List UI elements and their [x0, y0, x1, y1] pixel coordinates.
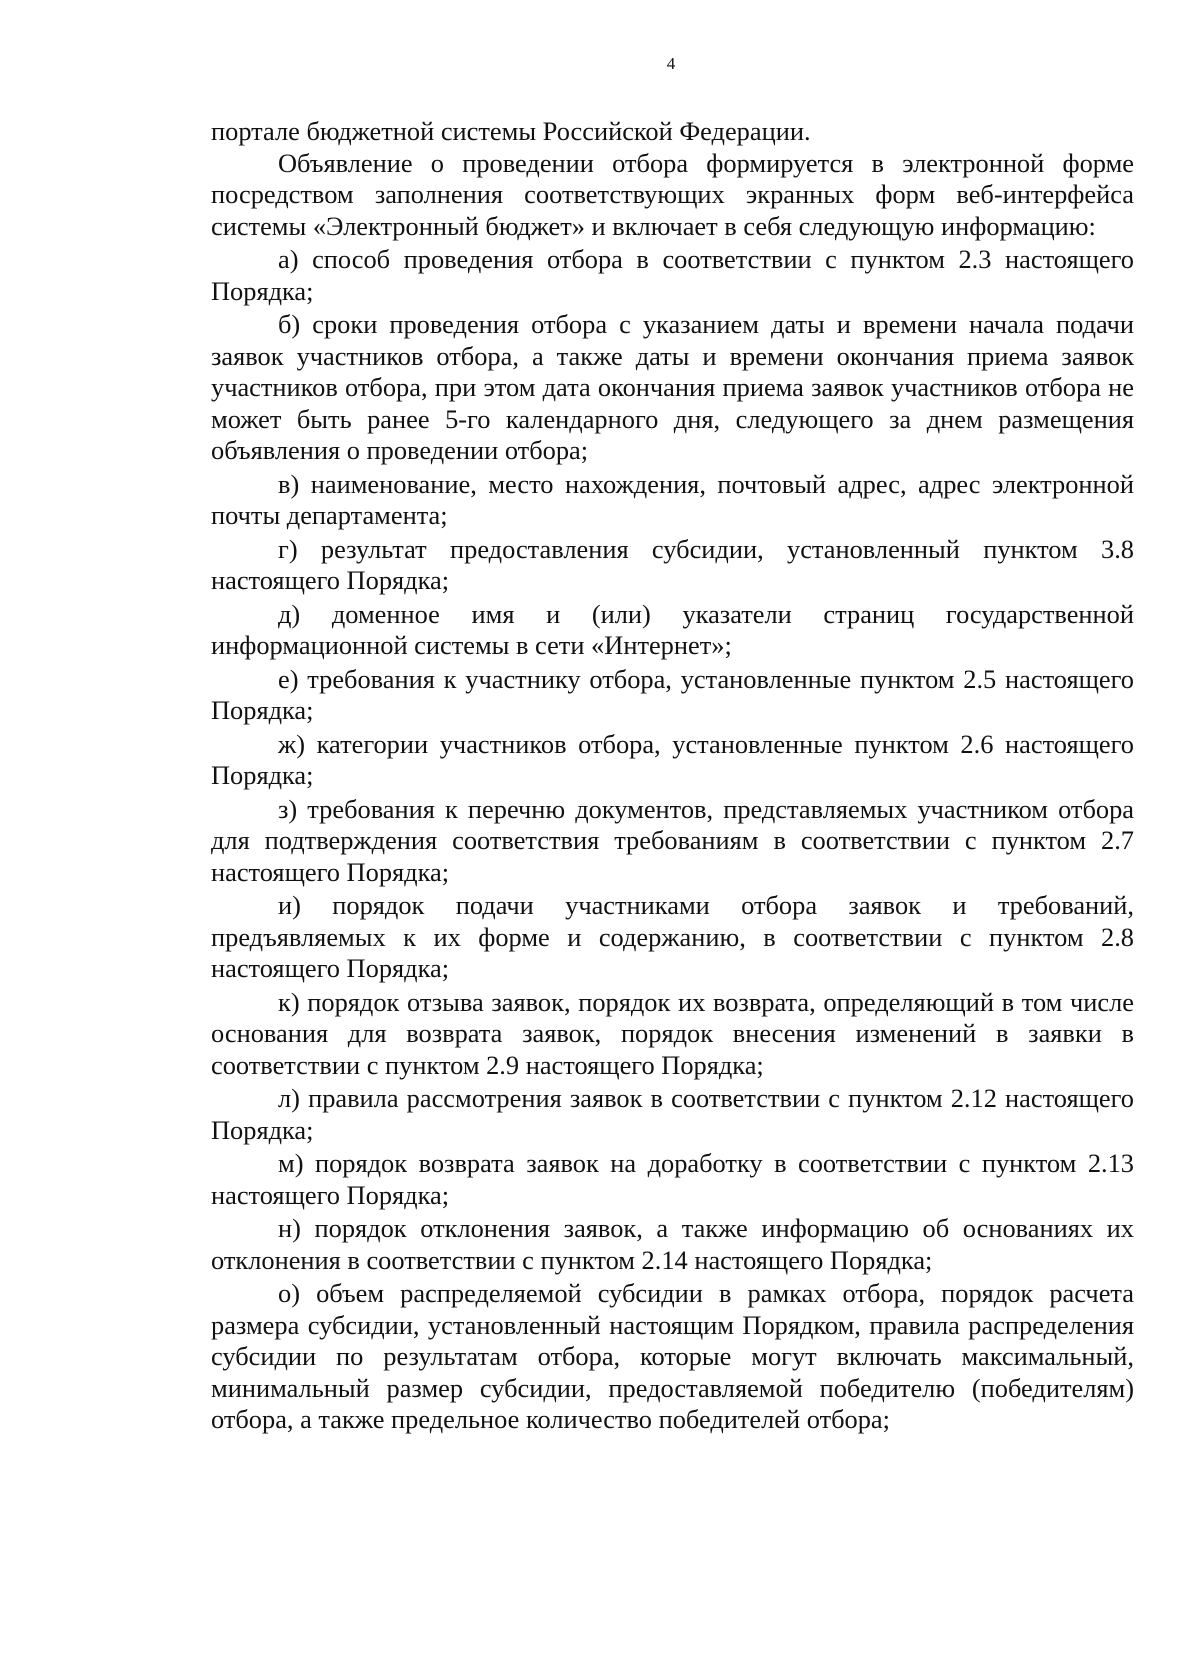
page-number: 4	[666, 54, 676, 73]
list-item-v: в) наименование, место нахождения, почтовый адрес, адрес электронной почты департамента;	[211, 468, 1134, 530]
list-item-k: к) порядок отзыва заявок, порядок их возврата, определяющий в том числе основания для возврата заявок, порядок внесения изменений в заявки в соответствии с пунктом 2.9 настоящего Порядка;	[211, 986, 1134, 1080]
paragraph-intro-continuation: портале бюджетной системы Российской Федерации.	[211, 116, 811, 146]
list-item-e: е) требования к участнику отбора, установленные пунктом 2.5 настоящего Порядка;	[211, 663, 1134, 725]
list-item-o: о) объем распределяемой субсидии в рамках отбора, порядок расчета размера субсидии, установленный настоящим Порядком, правила распределения субсидии по результатам отбора, которые могут включать максимальный, минимальный размер субсидии, предоставляемой победителю (победителям) отбора, а также предельное количество победителей отбора;	[211, 1278, 1134, 1434]
list-item-d: д) доменное имя и (или) указатели страниц государственной информационной системы в сети «Интернет»;	[211, 598, 1134, 660]
list-item-z: з) требования к перечню документов, представляемых участником отбора для подтверждения соответствия требованиям в соответствии с пунктом 2.7 настоящего Порядка;	[211, 793, 1134, 887]
list-item-zh: ж) категории участников отбора, установленные пунктом 2.6 настоящего Порядка;	[211, 728, 1134, 790]
document-body	[211, 116, 1134, 1436]
list-item-l: л) правила рассмотрения заявок в соответствии с пунктом 2.12 настоящего Порядка;	[211, 1083, 1134, 1145]
list-item-b: б) сроки проведения отбора с указанием даты и времени начала подачи заявок участников отбора, а также даты и времени окончания приема заявок участников отбора, при этом дата окончания приема заявок участников отбора не может быть ранее 5-го календарного дня, следующего за днем размещения объявления о проведении отбора;	[211, 309, 1134, 465]
list-item-g: г) результат предоставления субсидии, установленный пунктом 3.8 настоящего Порядка;	[211, 533, 1134, 595]
list-item-i: и) порядок подачи участниками отбора заявок и требований, предъявляемых к их форме и содержанию, в соответствии с пунктом 2.8 настоящего Порядка;	[211, 890, 1134, 983]
list-item-n: н) порядок отклонения заявок, а также информацию об основаниях их отклонения в соответствии с пунктом 2.14 настоящего Порядка;	[211, 1213, 1134, 1275]
list-item-m: м) порядок возврата заявок на доработку в соответствии с пунктом 2.13 настоящего Порядка;	[211, 1148, 1134, 1210]
list-item-a: а) способ проведения отбора в соответствии с пунктом 2.3 настоящего Порядка;	[211, 244, 1134, 306]
paragraph-announcement: Объявление о проведении отбора формируется в электронной форме посредством заполнения соответствующих экранных форм веб-интерфейса системы «Электронный бюджет» и включает в себя следующую информацию:	[211, 147, 1134, 241]
